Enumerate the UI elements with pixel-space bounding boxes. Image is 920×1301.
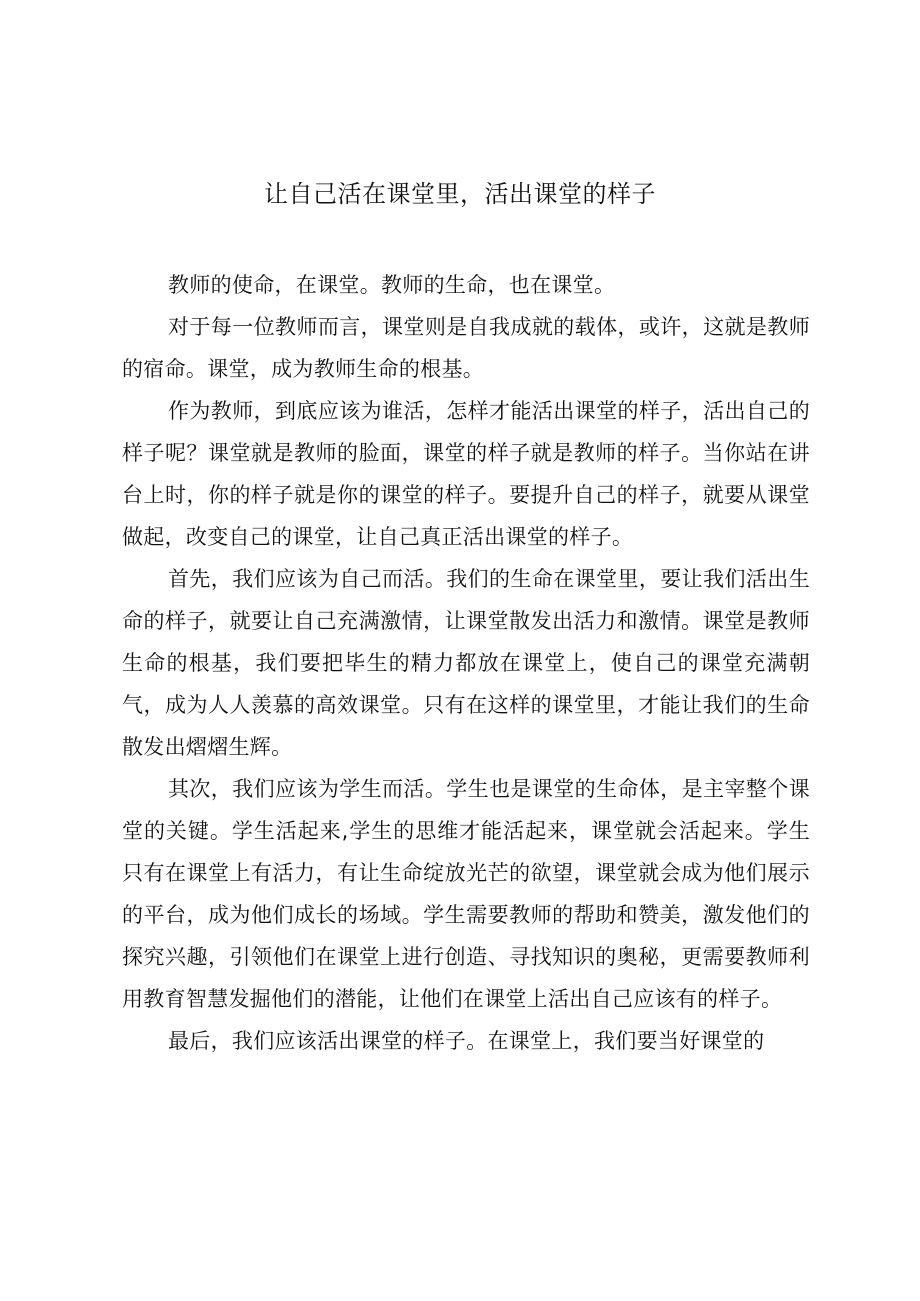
document-body <box>122 264 810 1062</box>
paragraph: 其次，我们应该为学生而活。学生也是课堂的生命体，是主宰整个课堂的关键。学生活起来,学生的思维才能活起来，课堂就会活起来。学生只有在课堂上有活力，有让生命绽放光芒的欲望，课堂就会成为他们展示的平台，成为他们成长的场域。学生需要教师的帮助和赞美，激发他们的探究兴趣，引领他们在课堂上进行创造、寻找知识的奥秘，更需要教师利用教育智慧发掘他们的潜能，让他们在课堂上活出自己应该有的样子。 <box>122 777 810 1011</box>
document-title: 让自己活在课堂里，活出课堂的样子 <box>264 180 656 208</box>
paragraph: 首先，我们应该为自己而活。我们的生命在课堂里，要让我们活出生命的样子，就要让自己充满激情，让课堂散发出活力和激情。课堂是教师生命的根基，我们要把毕生的精力都放在课堂上，使自己的课堂充满朝气，成为人人羡慕的高效课堂。只有在这样的课堂里，才能让我们的生命散发出熠熠生辉。 <box>122 567 810 759</box>
paragraph: 对于每一位教师而言，课堂则是自我成就的载体，或许，这就是教师的宿命。课堂，成为教师生命的根基。 <box>122 315 810 381</box>
paragraph: 作为教师，到底应该为谁活，怎样才能活出课堂的样子，活出自己的样子呢？课堂就是教师的脸面，课堂的样子就是教师的样子。当你站在讲台上时，你的样子就是你的课堂的样子。要提升自己的样子，就要从课堂做起，改变自己的课堂，让自己真正活出课堂的样子。 <box>122 399 810 549</box>
paragraph: 最后，我们应该活出课堂的样子。在课堂上，我们要当好课堂的 <box>168 1029 765 1053</box>
paragraph: 教师的使命，在课堂。教师的生命，也在课堂。 <box>168 273 616 297</box>
